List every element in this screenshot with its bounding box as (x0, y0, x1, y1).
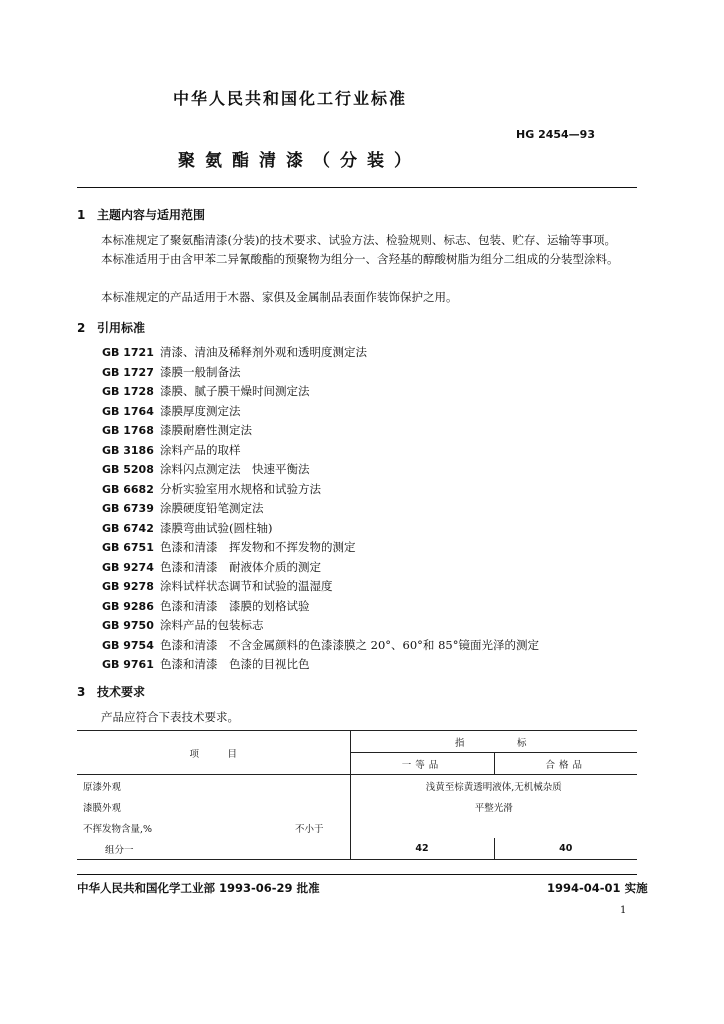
reference-item: GB 9274 色漆和清漆 耐液体介质的测定 (102, 559, 321, 574)
reference-item: GB 1721 清漆、清油及稀释剂外观和透明度测定法 (102, 345, 367, 359)
table-row (77, 838, 637, 860)
reference-item: GB 9750 涂料产品的包装标志 (102, 618, 264, 632)
table-row (77, 796, 637, 817)
row-item-with-note: 不挥发物含量,% 不小于 (77, 817, 350, 838)
reference-item: GB 3186 涂料产品的取样 (102, 442, 241, 457)
reference-item: GB 6751 色漆和清漆 挥发物和不挥发物的测定 (102, 540, 356, 554)
reference-item: GB 1764 漆膜厚度测定法 (102, 403, 241, 418)
row-item: 组分一 (77, 838, 350, 860)
row-value-pass: 40 (494, 838, 637, 860)
section-3-intro: 产品应符合下表技术要求。 (101, 710, 239, 724)
row-item: 漆膜外观 (83, 802, 122, 814)
approval-statement: 中华人民共和国化学工业部 1993-06-29 批准 (77, 881, 320, 895)
header-divider (77, 187, 637, 188)
row-value-first: 42 (350, 838, 494, 860)
reference-item: GB 1768 漆膜耐磨性测定法 (102, 423, 252, 437)
row-merged-value (350, 817, 637, 838)
table-row (77, 817, 637, 838)
reference-item: GB 6739 涂膜硬度铅笔测定法 (102, 501, 264, 515)
row-item: 原漆外观 (83, 781, 122, 793)
reference-item: GB 9278 涂料试样状态调节和试验的温湿度 (102, 579, 333, 593)
reference-item: GB 6682 分析实验室用水规格和试验方法 (102, 481, 321, 496)
section-1-heading: 1 主题内容与适用范围 (77, 208, 206, 222)
standard-code: HG 2454—93 (516, 128, 595, 141)
section-3-heading: 3 技术要求 (77, 685, 146, 699)
row-note: 不小于 (294, 823, 324, 835)
reference-item: GB 6742 漆膜弯曲试验(圆柱轴) (102, 520, 273, 535)
reference-list (102, 344, 539, 676)
grade-first-header: 一等品 (350, 753, 494, 775)
indicator-column-header: 指 标 (350, 731, 637, 753)
row-merged-value: 平整光滑 (350, 796, 637, 817)
reference-item: GB 9754 色漆和清漆 不含金属颜料的色漆漆膜之 20°、60°和 85°镜面光泽的测定 (102, 637, 539, 652)
reference-item: GB 9761 色漆和清漆 色漆的目视比色 (102, 657, 310, 671)
standard-category-title: 中华人民共和国化工行业标准 (173, 89, 408, 108)
reference-item: GB 9286 色漆和清漆 漆膜的划格试验 (102, 598, 310, 613)
section-2-heading: 2 引用标准 (77, 321, 146, 335)
page-number: 1 (620, 905, 627, 916)
section-1-paragraph-2: 本标准适用于由含甲苯二异氰酸酯的预聚物为组分一、含羟基的醇酸树脂为组分二组成的分装型涂料。 (101, 252, 619, 266)
reference-item: GB 1728 漆膜、腻子膜干燥时间测定法 (102, 384, 310, 398)
reference-item: GB 1727 漆膜一般制备法 (102, 364, 241, 379)
row-merged-value: 浅黄至棕黄透明液体,无机械杂质 (350, 775, 637, 797)
reference-item: GB 5208 涂料闪点测定法 快速平衡法 (102, 462, 310, 476)
footer-divider (77, 874, 637, 875)
section-1-paragraph-3: 本标准规定的产品适用于木器、家俱及金属制品表面作装饰保护之用。 (101, 290, 458, 304)
section-1-paragraph-1: 本标准规定了聚氨酯清漆(分装)的技术要求、试验方法、检验规则、标志、包装、贮存、运输等事项。 (101, 233, 616, 247)
document-title: 聚氨酯清漆（分装） (178, 151, 421, 171)
item-column-header: 项 目 (77, 731, 350, 775)
technical-requirements-table (77, 730, 637, 860)
grade-pass-header: 合格品 (494, 753, 637, 775)
table-row (77, 775, 637, 797)
implementation-date: 1994-04-01 实施 (547, 881, 648, 895)
table-header-row (77, 731, 637, 753)
